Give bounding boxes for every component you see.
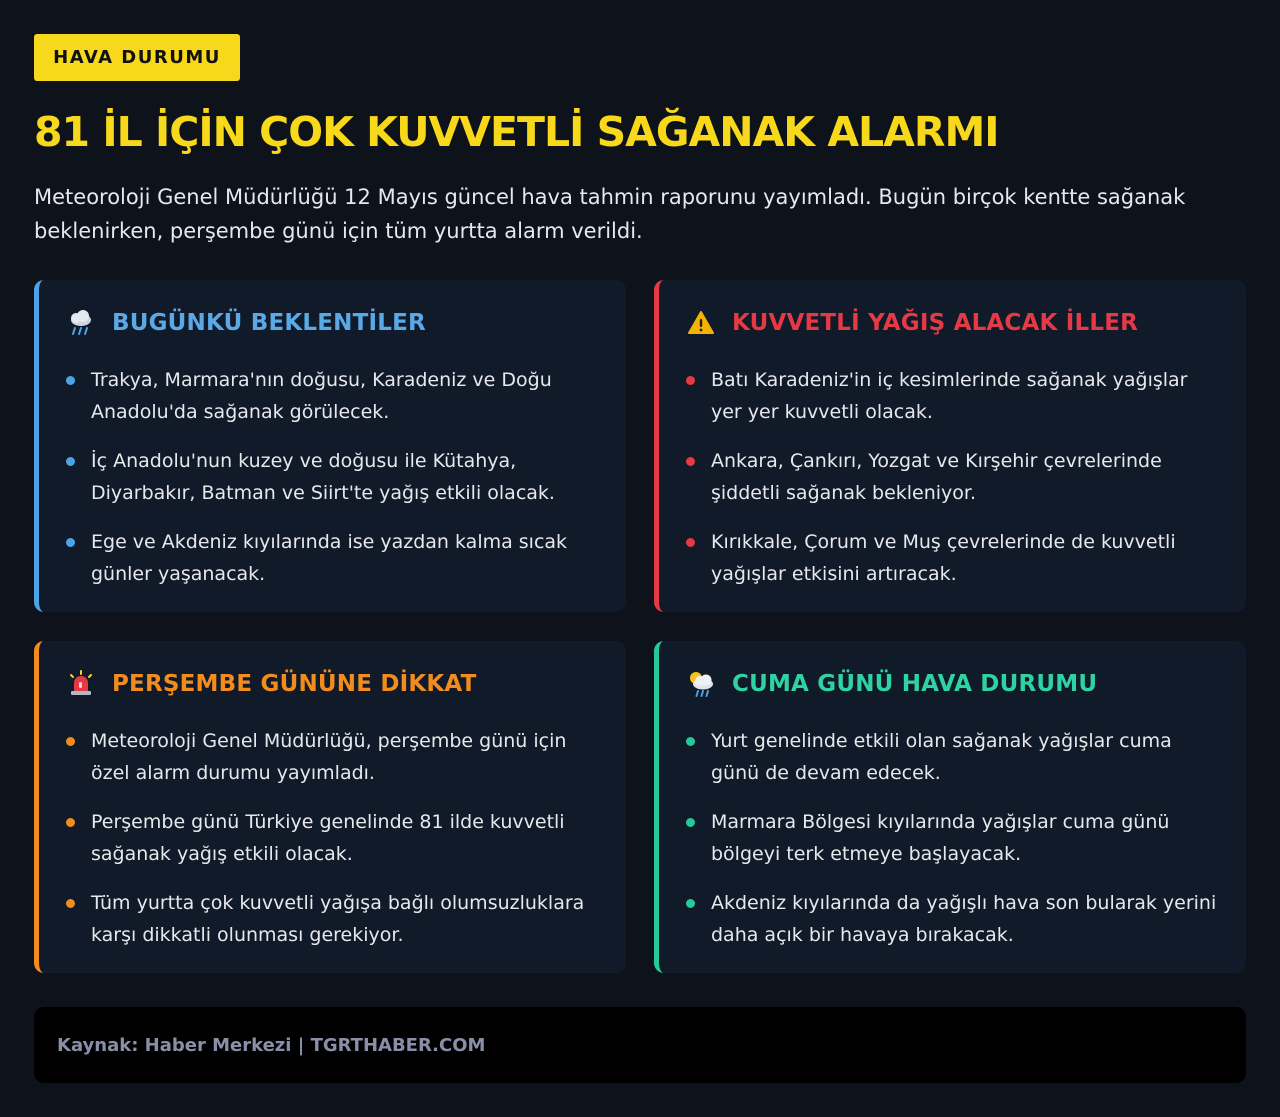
bullet-dot xyxy=(66,899,75,908)
bullet-dot xyxy=(66,457,75,466)
list-item: Ankara, Çankırı, Yozgat ve Kırşehir çevrelerinde şiddetli sağanak bekleniyor. xyxy=(686,445,1220,509)
list-item: Batı Karadeniz'in iç kesimlerinde sağanak yağışlar yer yer kuvvetli olacak. xyxy=(686,364,1220,428)
list-item: Tüm yurtta çok kuvvetli yağışa bağlı olumsuzluklara karşı dikkatli olunması gerekiyor. xyxy=(66,887,600,951)
card-todays-expectations xyxy=(34,280,626,612)
list-item: İç Anadolu'nun kuzey ve doğusu ile Kütahya, Diyarbakır, Batman ve Siirt'te yağış etkili olacak. xyxy=(66,445,600,509)
bullet-dot xyxy=(686,376,695,385)
intro-paragraph: Meteoroloji Genel Müdürlüğü 12 Mayıs güncel hava tahmin raporunu yayımladı. Bugün birçok kentte sağanak beklenirken, perşembe günü için tüm yurtta alarm verildi. xyxy=(34,185,1186,243)
list-item: Marmara Bölgesi kıyılarında yağışlar cuma günü bölgeyi terk etmeye başlayacak. xyxy=(686,806,1220,870)
card-title: KUVVETLİ YAĞIŞ ALACAK İLLER xyxy=(732,310,1139,336)
list-item: Meteoroloji Genel Müdürlüğü, perşembe günü için özel alarm durumu yayımladı. xyxy=(66,725,600,789)
card-heavy-rain-provinces xyxy=(654,280,1246,612)
bullet-dot xyxy=(686,737,695,746)
page-title: 81 İL İÇİN ÇOK KUVVETLİ SAĞANAK ALARMI xyxy=(34,108,999,156)
list-item: Yurt genelinde etkili olan sağanak yağışlar cuma günü de devam edecek. xyxy=(686,725,1220,789)
bullet-dot xyxy=(686,899,695,908)
card-title: CUMA GÜNÜ HAVA DURUMU xyxy=(732,671,1098,697)
sun-behind-rain-cloud-icon xyxy=(686,669,716,699)
card-thursday-alert xyxy=(34,641,626,973)
bullet-dot xyxy=(686,457,695,466)
siren-icon xyxy=(66,669,96,699)
list-item: Trakya, Marmara'nın doğusu, Karadeniz ve Doğu Anadolu'da sağanak görülecek. xyxy=(66,364,600,428)
list-item: Akdeniz kıyılarında da yağışlı hava son bularak yerini daha açık bir havaya bırakacak. xyxy=(686,887,1220,951)
list-item: Ege ve Akdeniz kıyılarında ise yazdan kalma sıcak günler yaşanacak. xyxy=(66,526,600,590)
rain-cloud-icon xyxy=(66,308,96,338)
category-tag: HAVA DURUMU xyxy=(34,34,240,81)
list-item: Perşembe günü Türkiye genelinde 81 ilde kuvvetli sağanak yağış etkili olacak. xyxy=(66,806,600,870)
list-item: Kırıkkale, Çorum ve Muş çevrelerinde de kuvvetli yağışlar etkisini artıracak. xyxy=(686,526,1220,590)
bullet-dot xyxy=(66,818,75,827)
warning-icon xyxy=(686,308,716,338)
source-footer: Kaynak: Haber Merkezi | TGRTHABER.COM xyxy=(34,1007,1246,1083)
bullet-dot xyxy=(66,376,75,385)
bullet-dot xyxy=(66,538,75,547)
bullet-dot xyxy=(686,538,695,547)
bullet-dot xyxy=(686,818,695,827)
card-friday-weather xyxy=(654,641,1246,973)
card-title: BUGÜNKÜ BEKLENTİLER xyxy=(112,310,426,336)
card-title: PERŞEMBE GÜNÜNE DİKKAT xyxy=(112,671,477,697)
bullet-dot xyxy=(66,737,75,746)
